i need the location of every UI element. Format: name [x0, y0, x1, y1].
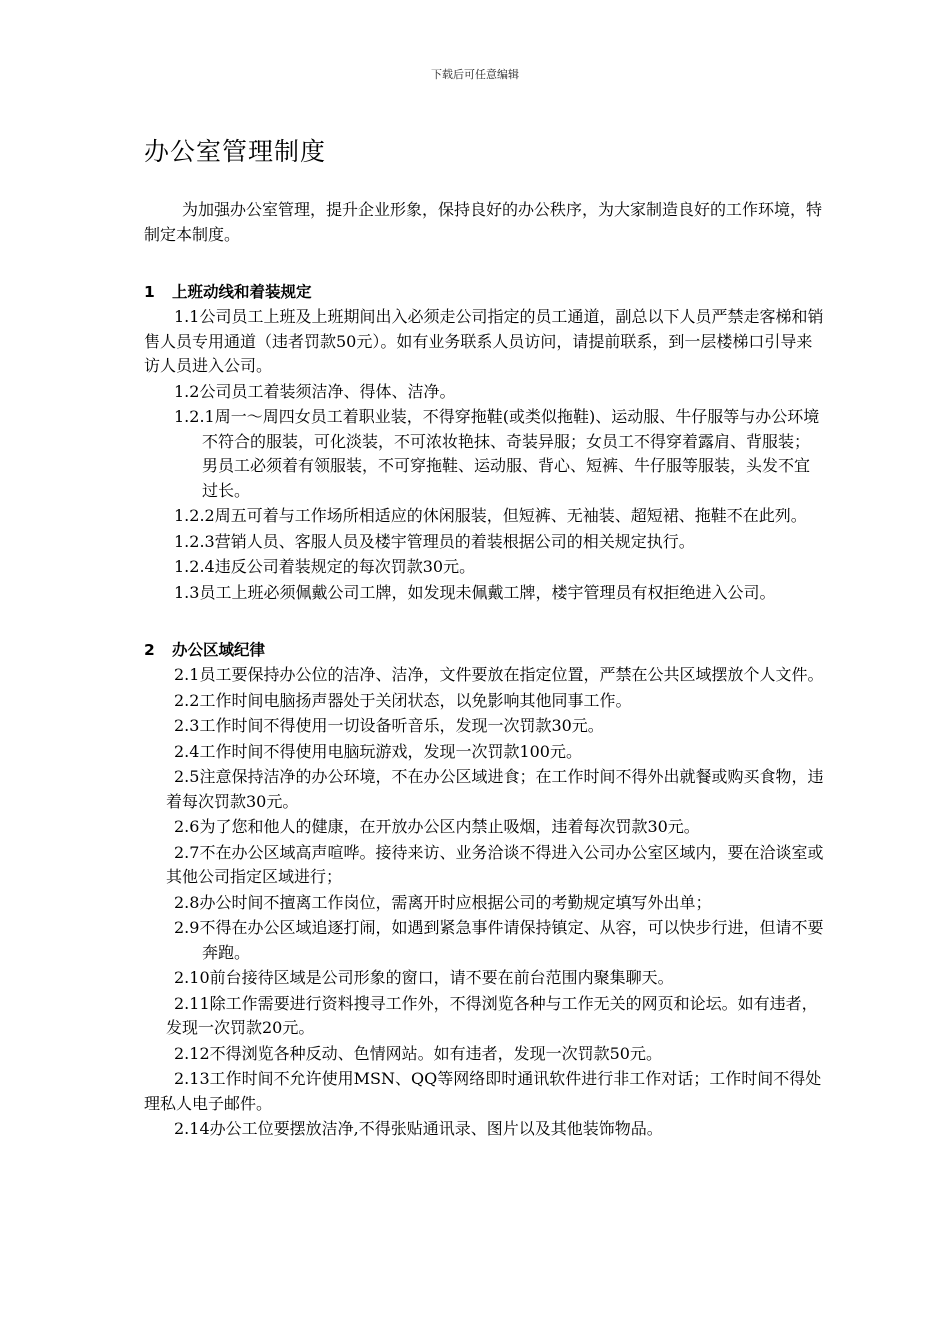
clause-item: 2.11除工作需要进行资料搜寻工作外，不得浏览各种与工作无关的网页和论坛。如有违者，发现一次罚款20元。 — [166, 993, 818, 1037]
clause-item: 2.9不得在办公区域追逐打闹，如遇到紧急事件请保持镇定、从容，可以快步行进，但请不要奔跑。 — [174, 918, 824, 962]
clause-item: 2.13工作时间不允许使用MSN、QQ等网络即时通讯软件进行非工作对话；工作时间不得处理私人电子邮件。 — [144, 1069, 822, 1113]
clause-item: 2.8办公时间不擅离工作岗位，需离开时应根据公司的考勤规定填写外出单； — [174, 892, 712, 912]
section-heading — [144, 280, 824, 304]
intro-paragraph: 为加强办公室管理，提升企业形象，保持良好的办公秩序，为大家制造良好的工作环境，特制定本制度。 — [144, 200, 823, 244]
document-title: 办公室管理制度 — [144, 137, 327, 166]
clause-item: 2.1员工要保持办公位的洁净、洁净，文件要放在指定位置，严禁在公共区域摆放个人文件。 — [174, 665, 824, 684]
clause-item: 2.10前台接待区域是公司形象的窗口，请不要在前台范围内聚集聊天。 — [174, 968, 674, 987]
section-title: 办公区域纪律 — [172, 641, 266, 659]
clause-item: 2.12不得浏览各种反动、色情网站。如有违者，发现一次罚款50元。 — [174, 1043, 662, 1063]
clause-item: 2.6为了您和他人的健康，在开放办公区内禁止吸烟，违着每次罚款30元。 — [174, 817, 700, 836]
clause-item: 1.1公司员工上班及上班期间出入必须走公司指定的员工通道，副总以下人员严禁走客梯和销售人员专用通道（违者罚款50元）。如有业务联系人员访问，请提前联系，到一层楼梯口引导来访人员进入公司。 — [144, 307, 824, 375]
section-heading — [144, 638, 824, 662]
clause-item: 2.3工作时间不得使用一切设备听音乐，发现一次罚款30元。 — [174, 716, 604, 735]
section-number: 2 — [144, 641, 155, 659]
section-spacer — [144, 247, 824, 265]
clause-item: 1.2.1周一～周四女员工着职业装，不得穿拖鞋(或类似拖鞋)、运动服、牛仔服等与办公环境不符合的服装，可化淡装，不可浓妆艳抹、奇装异服；女员工不得穿着露肩、背服装；男员工必须着有领服装，不可穿拖鞋、运动服、背心、短裤、牛仔服等服装，头发不宜过长。 — [174, 407, 820, 500]
clause-item: 2.14办公工位要摆放洁净,不得张贴通讯录、图片以及其他装饰物品。 — [174, 1119, 663, 1138]
section-spacer — [144, 605, 824, 623]
clause-item: 2.7不在办公区域高声喧哗。接待来访、业务洽谈不得进入公司办公室区域内，要在洽谈室或其他公司指定区域进行； — [166, 842, 824, 886]
clause-item: 2.2工作时间电脑扬声器处于关闭状态，以免影响其他同事工作。 — [174, 690, 632, 710]
clause-item: 1.3员工上班必须佩戴公司工牌，如发现未佩戴工牌，楼宇管理员有权拒绝进入公司。 — [174, 582, 776, 602]
clause-item: 1.2.4违反公司着装规定的每次罚款30元。 — [174, 557, 476, 576]
document-body — [144, 198, 824, 1142]
clause-item: 1.2.2周五可着与工作场所相适应的休闲服装，但短裤、无袖装、超短裙、拖鞋不在此列。 — [174, 506, 807, 525]
clause-item: 2.5注意保持洁净的办公环境，不在办公区域进食；在工作时间不得外出就餐或购买食物，违着每次罚款30元。 — [166, 767, 824, 811]
clause-item: 2.4工作时间不得使用电脑玩游戏，发现一次罚款100元。 — [174, 741, 582, 761]
sections-container — [144, 247, 824, 1142]
header-note: 下载后可任意编辑 — [431, 68, 519, 81]
section-title: 上班动线和着装规定 — [172, 283, 312, 301]
clause-item: 1.2.3营销人员、客服人员及楼宇管理员的着装根据公司的相关规定执行。 — [174, 531, 695, 551]
section-number: 1 — [144, 283, 155, 301]
clause-item: 1.2公司员工着装须洁净、得体、洁净。 — [174, 381, 456, 401]
